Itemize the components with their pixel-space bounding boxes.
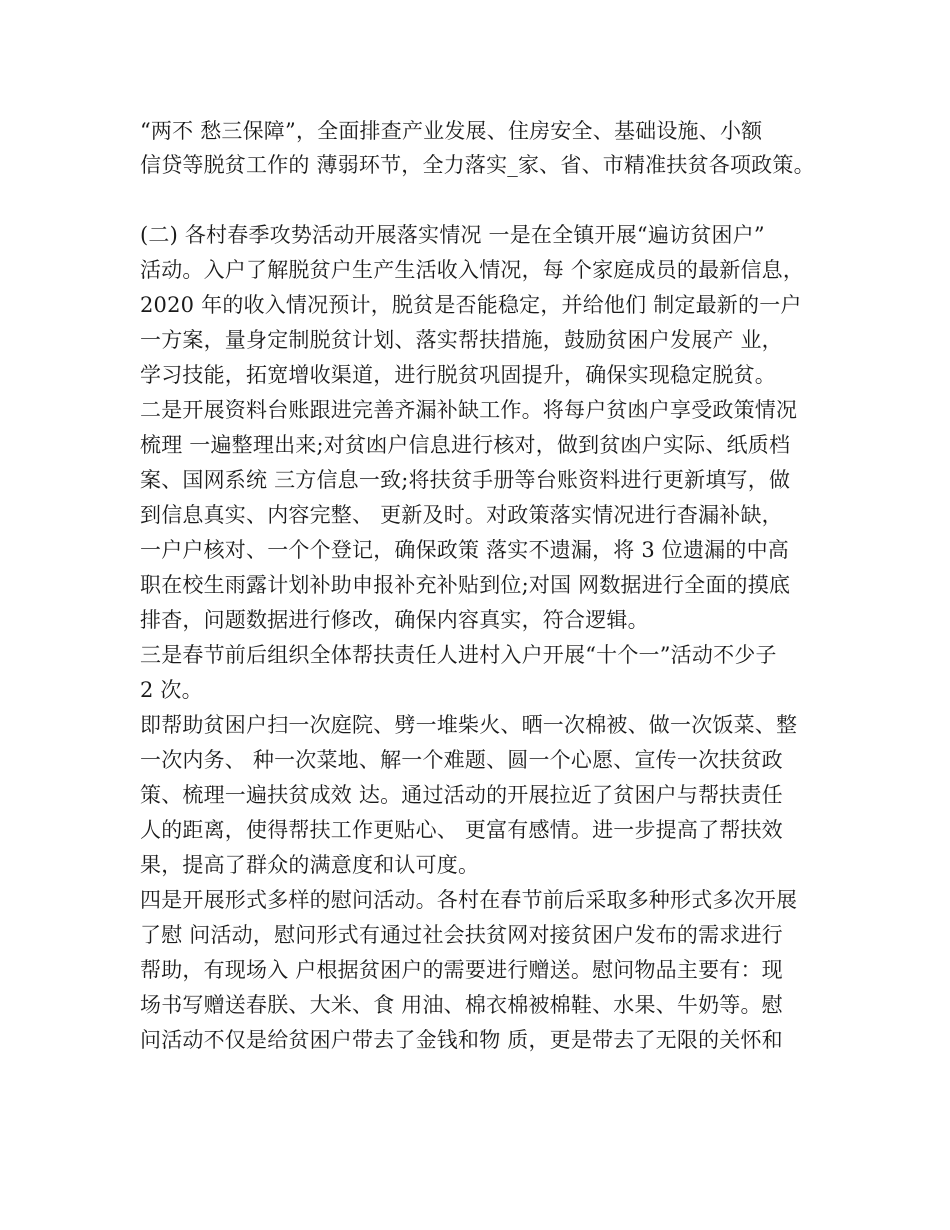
text-line: 四是开展形式多样的慰问活动。各村在春节前后采取多种形式多次开展 <box>140 888 798 912</box>
text-line: 梳理 一遍整理出来;对贫凼户信息进行核对，做到贫凼户实际、纸质档 <box>140 433 791 457</box>
text-line: 问活动不仅是给贫困户带去了金钱和物 质，更是带去了无限的关怀和 <box>140 1028 783 1052</box>
text-line: 帮助，有现场入 户根据贫困户的需要进行赠送。慰问物品主要有：现 <box>140 958 783 982</box>
text-line: 到信息真实、内容完整、 更新及时。对政策落实情况进行杳漏补缺， <box>140 503 783 527</box>
text-line: 人的距离，使得帮扶工作更贴心、 更富有感情。进一步提高了帮扶效 <box>140 818 783 842</box>
text-line: 策、梳理一遍扶贫成效 达。通过活动的开展拉近了贫困户与帮扶责任 <box>140 783 783 807</box>
text-line: 一次内务、 种一次菜地、解一个难题、圆一个心愿、宣传一次扶贫政 <box>140 748 783 772</box>
text-line: 场书写赠送春朕、大米、食 用油、棉衣棉被棉鞋、水果、牛奶等。慰 <box>140 993 783 1017</box>
text-line: 2 次。 <box>140 678 203 702</box>
text-line: “两不 愁三保障”，全面排查产业发展、住房安全、基础设施、小额 <box>140 119 763 143</box>
text-line: 了慰 问活动，慰问形式有通过社会扶贫网对接贫困户发布的需求进行 <box>140 923 783 947</box>
text-line: 即帮助贫困户扫一次庭院、劈一堆柴火、晒一次棉被、做一次饭菜、整 <box>140 713 798 737</box>
text-line: 二是开展资料台账跟进完善齐漏补缺工作。将每户贫凼户享受政策情况 <box>140 398 798 422</box>
text-line: 活动。入户了解脱贫户生产生活收入情况，每 个家庭成员的最新信息， <box>140 258 805 282</box>
text-line: 果，提高了群众的满意度和认可度。 <box>140 853 480 877</box>
text-line: 2020 年的收入情况预计，脱贫是否能稳定，并给他们 制定最新的一户 <box>140 293 802 317</box>
text-line: 信贷等脱贫工作的 薄弱环节，全力落实_家、省、市精准扶贫各项政策。 <box>140 153 815 177</box>
text-line: 职在校生雨露计划补助申报补充补贴到位;对国 网数据进行全面的摸底 <box>140 573 791 597</box>
text-line: 学习技能，拓宽增收渠道，进行脱贫巩固提升，确保实现稳定脱贫。 <box>140 363 776 387</box>
text-line: (二) 各村春季攻势活动开展落实情况 一是在全镇开展“遍访贫困户” <box>140 223 765 247</box>
text-line: 案、国网系统 三方信息一致;将扶贫手册等台账资料进行更新填写，做 <box>140 468 791 492</box>
text-line: 一方案，量身定制脱贫计划、落实帮扶措施，鼓励贫困户发展产 业， <box>140 328 783 352</box>
text-line: 三是春节前后组织全体帮扶责任人进村入户开展“十个一”活动不少子 <box>140 643 777 667</box>
text-line: 排杳，问题数据进行修改，确保内容真实，符合逻辑。 <box>140 608 649 632</box>
text-line: 一户户核对、一个个登记，确保政策 落实不遗漏，将 3 位遗漏的中高 <box>140 538 789 562</box>
